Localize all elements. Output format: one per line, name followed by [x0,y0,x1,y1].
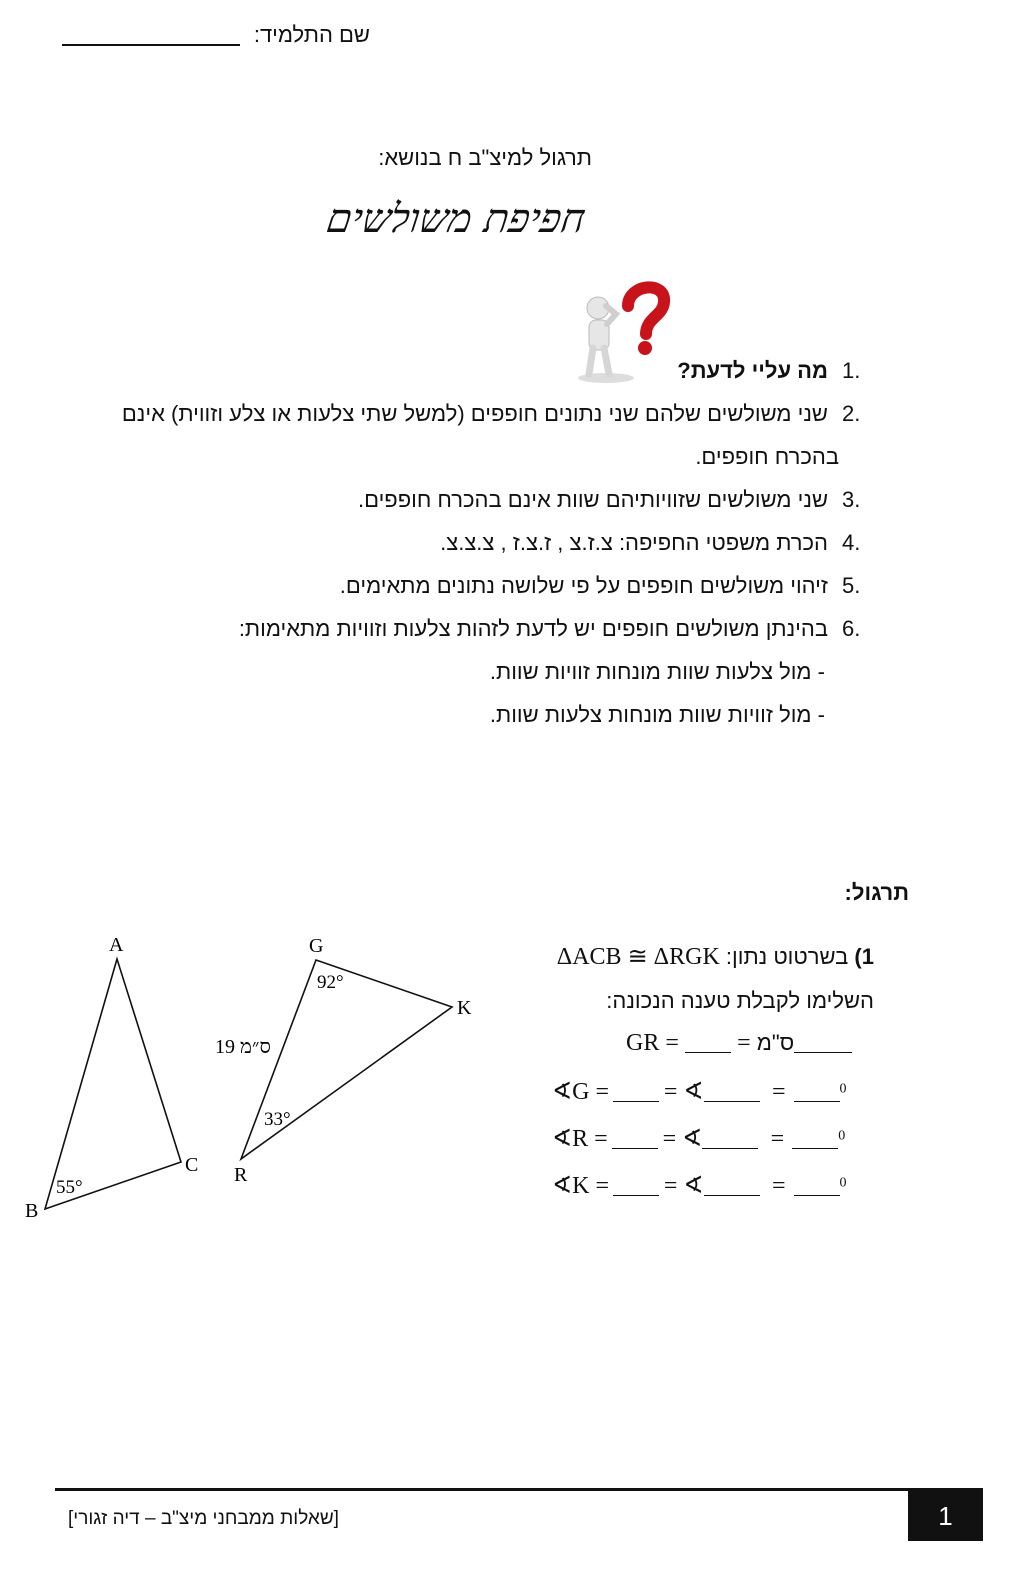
sub-point-1: - מול צלעות שוות מונחות זוויות שוות. [489,659,825,684]
topic-number: .3 [842,487,861,512]
degree-sup: 0 [838,1128,846,1144]
angle-blank-1[interactable] [612,1130,658,1149]
topic-item-3 [114,485,874,515]
topic-item-1 [114,356,874,386]
angle-lhs: ∢K = [552,1173,609,1199]
angle-eq: = ∢ [662,1126,703,1152]
angle-eq2: = [772,1173,786,1199]
angle-b-label: 55° [56,1177,83,1198]
subtitle: תרגול למיצ"ב ח בנושא: [378,145,592,170]
footer-divider [55,1488,983,1491]
question-number: 1) [854,944,874,969]
angle-r-label: 33° [264,1109,291,1130]
topic-number: .4 [842,530,861,555]
angle-blank-3[interactable] [794,1083,840,1102]
angle-blank-3[interactable] [794,1177,840,1196]
gr-blank-2[interactable] [794,1034,852,1053]
topic-item-6 [114,614,874,644]
topic-item-5 [114,571,874,601]
triangle-acb [45,959,181,1209]
student-name-label: שם התלמיד: [253,22,370,47]
given-label: בשרטוט נתון: [725,944,849,969]
angle-eq2: = [770,1126,785,1152]
vertex-r-label: R [234,1164,248,1186]
angle-eq: = ∢ [663,1079,704,1105]
angle-lhs: ∢G = [552,1079,609,1105]
triangles-figure [15,925,495,1225]
topic-number: .2 [842,401,861,426]
question-1-given [557,942,874,972]
topic-text: שני משולשים שזוויותיהם שוות אינם בהכרח חופפים. [357,487,828,512]
gr-lhs: GR = [626,1030,679,1056]
angle-blank-3[interactable] [792,1130,838,1149]
angle-eq2: = [772,1079,786,1105]
topic-number: .1 [842,358,861,383]
page-title: חפיפת משולשים [323,196,589,242]
topic-item-2 [114,399,874,429]
angle-eq: = ∢ [663,1173,704,1199]
question-1-instruction: השלימו לקבלת טענה הנכונה: [606,988,874,1013]
angle-blank-1[interactable] [613,1083,659,1102]
topic-number: .6 [842,616,861,641]
topic-text: מה עליי לדעת? [677,358,828,383]
angle-row-r [552,1124,845,1153]
vertex-a-label: A [109,934,124,956]
topic-text: הכרת משפטי החפיפה: צ.ז.צ , ז.צ.ז , צ.צ.צ. [440,530,828,555]
degree-sup: 0 [839,1081,847,1097]
given-expression: ΔACB ≅ ΔRGK [556,944,720,970]
angle-g-label: 92° [317,972,344,993]
vertex-g-label: G [309,935,324,957]
footer-source: [שאלות ממבחני מיצ"ב – דיה זגורי] [68,1508,339,1529]
topic-text: שני משולשים שלהם שני נתונים חופפים (למשל שתי צלעות או צלע וזווית) אינם [121,401,828,426]
angle-lhs: ∢R = [552,1126,608,1152]
gr-eq: = [737,1030,751,1056]
angle-blank-2[interactable] [704,1083,760,1102]
gr-blank-1[interactable] [685,1034,731,1053]
vertex-c-label: C [185,1154,199,1176]
angle-row-g [552,1077,847,1106]
exercise-heading: תרגול: [844,880,909,905]
topic-number: .5 [842,573,861,598]
page-number: 1 [908,1491,983,1541]
degree-sup: 0 [839,1175,847,1191]
angle-row-k [552,1171,847,1200]
topic-item-2-cont: בהכרח חופפים. [695,444,839,469]
sub-point-2: - מול זוויות שוות מונחות צלעות שוות. [489,702,825,727]
gr-unit: ס"מ [756,1030,795,1055]
student-name-blank[interactable] [62,24,240,46]
angle-blank-2[interactable] [702,1130,758,1149]
topic-item-4 [114,528,874,558]
vertex-b-label: B [25,1200,39,1222]
angle-blank-1[interactable] [613,1177,659,1196]
vertex-k-label: K [457,997,472,1019]
topic-text: זיהוי משולשים חופפים על פי שלושה נתונים מתאימים. [339,573,828,598]
student-name-field [50,22,370,48]
topic-text: בהינתן משולשים חופפים יש לדעת לזהות צלעות וזוויות מתאימות: [238,616,828,641]
angle-blank-2[interactable] [704,1177,760,1196]
side-gr-label: 19 ס״מ [215,1036,271,1058]
gr-row [626,1030,852,1057]
